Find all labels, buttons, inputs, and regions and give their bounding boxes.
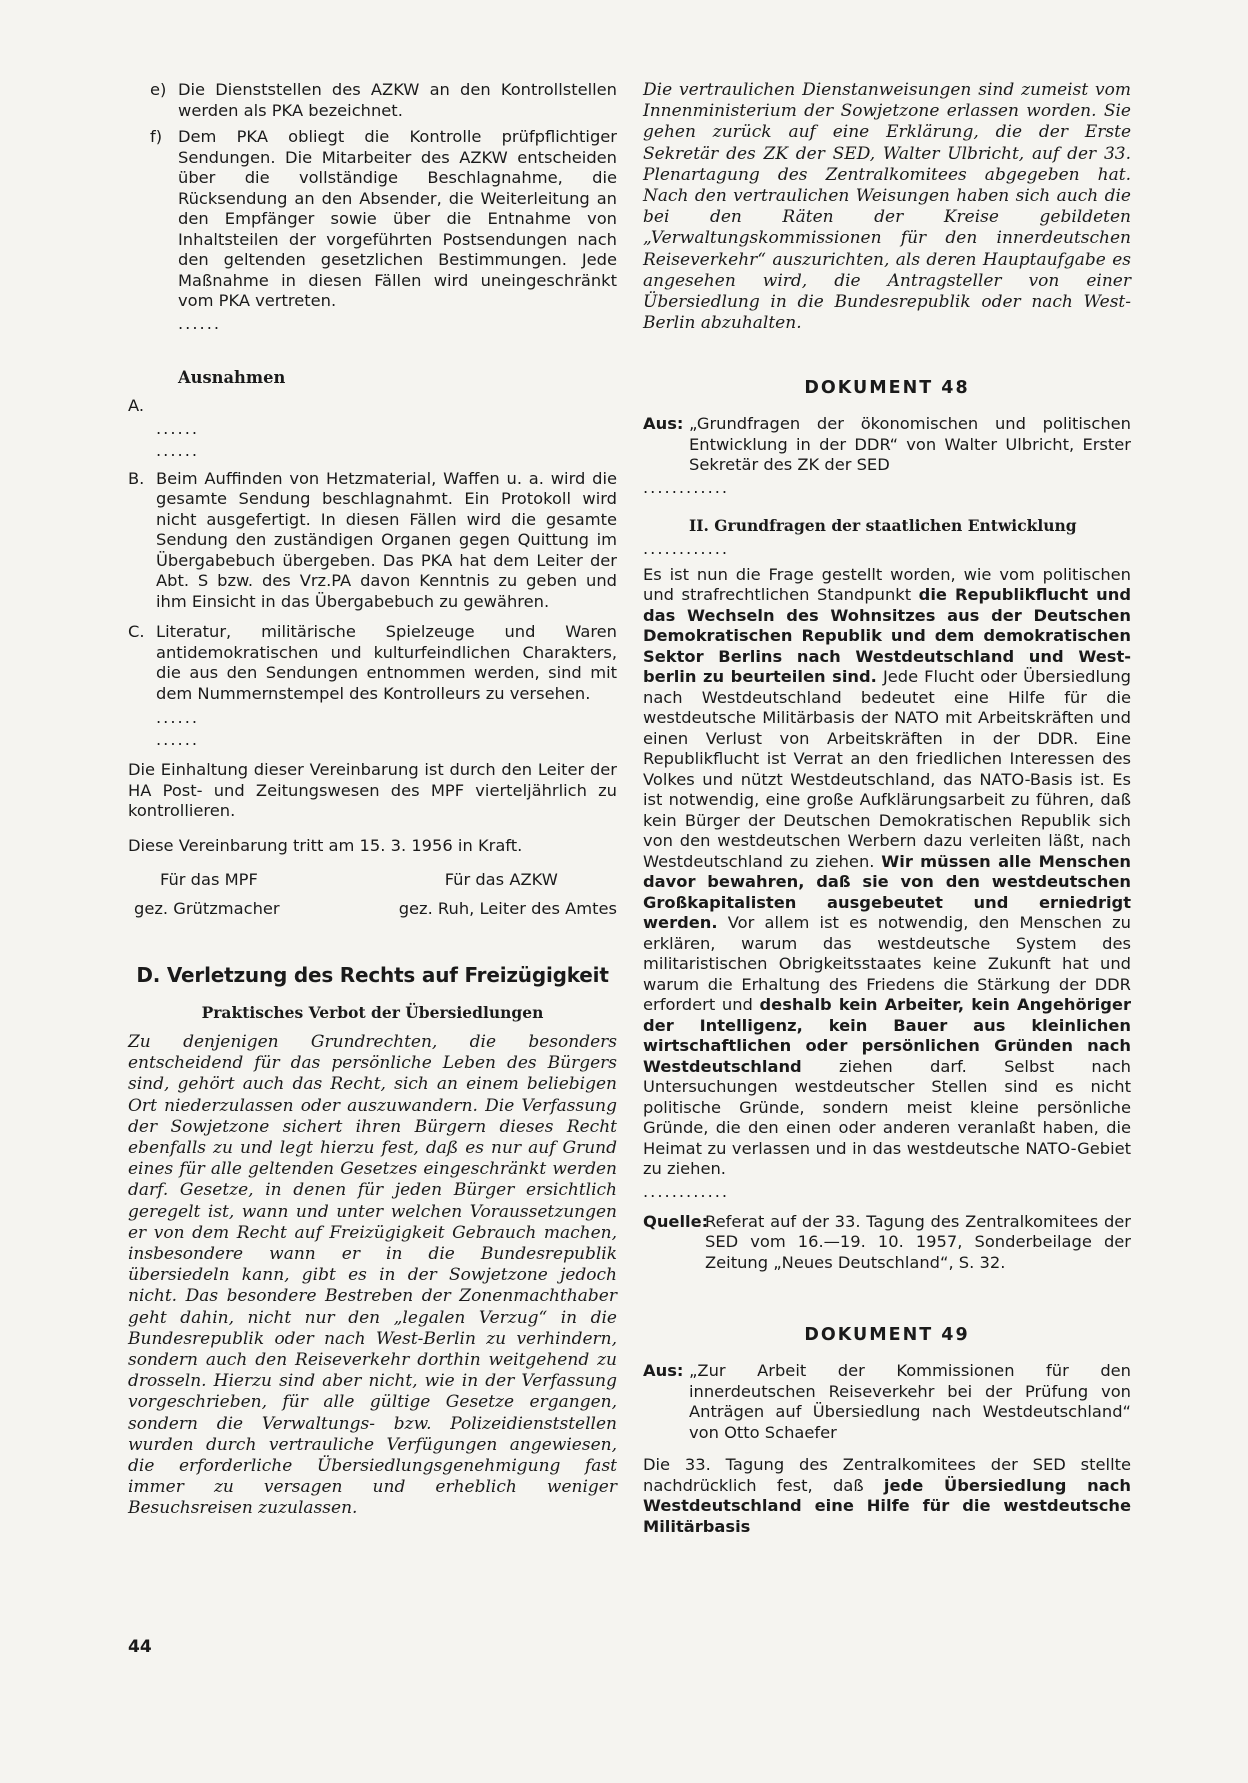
page-number: 44 <box>128 1637 152 1657</box>
signature-block <box>128 870 617 919</box>
signature-mpf-name: gez. Grützmacher <box>134 898 280 918</box>
item-f-text: Dem PKA obliegt die Kontrolle prüfpflichtiger Sendungen. Die Mitarbeiter des AZKW entscheiden über die vollständige Beschlagnahme, die Rücksendung an den Absender, die Weiterleitung an den Empfänger sowie über die Entnahme von Inhaltsteilen der vorgeführten Postsendungen nach den geltenden gesetzlichen Bestimmungen. Jede Maßnahme in diesen Fällen wird uneingeschränkt vom PKA vertreten. <box>178 127 617 310</box>
text-run: Die 33. Tagung des Zentralkomitees der SED stellte nachdrücklich fest, daß <box>643 1455 1131 1495</box>
item-e <box>150 80 617 121</box>
item-b <box>128 469 617 613</box>
einhaltung-paragraph: Die Einhaltung dieser Vereinbarung ist durch den Leiter der HA Post- und Zeitungswesen des MPF vierteljährlich zu kontrollieren. <box>128 760 617 820</box>
ellipsis-dots: ...... <box>156 440 200 460</box>
item-e-label: e) <box>150 80 167 99</box>
bold-text-run: jede Übersiedlung nach Westdeutschland eine Hilfe für die westdeutsche Militärbasis <box>643 1475 1132 1536</box>
section-d-subtitle: Praktisches Verbot der Übersiedlungen <box>201 1003 544 1022</box>
ellipsis-dots: ............ <box>643 1181 730 1201</box>
document-48-body <box>643 565 1131 1180</box>
document-49-body <box>643 1455 1131 1537</box>
signature-azkw-title: Für das AZKW <box>444 870 558 889</box>
item-f-label: f) <box>150 127 163 146</box>
intro-italic-paragraph: Die vertraulichen Dienstanweisungen sind zumeist vom Innenministerium der Sowjetzone erlassen worden. Sie gehen zurück auf eine Erklärung, die der Erste Sekretär des ZK der SED, Walter Ulbricht, auf der 33. Plenartagung des Zentralkomitees abgegeben hat. Nach den vertraulichen Weisungen haben sich auch die bei den Räten der Kreise gebildeten „Verwaltungskommissionen für den innerdeutschen Reiseverkehr“ auszurichten, als deren Hauptaufgabe es angesehen wird, die Antragsteller von einer Übersiedlung in die Bundesrepublik oder nach West-Berlin abzuhalten. <box>643 80 1131 334</box>
left-column <box>128 80 617 1520</box>
inkrafttreten-paragraph: Diese Vereinbarung tritt am 15. 3. 1956 in Kraft. <box>128 835 523 855</box>
ellipsis-dots: ............ <box>643 477 730 497</box>
ellipsis-dots: ...... <box>156 708 200 727</box>
text-run: Jede Flucht oder Übersiedlung nach Westdeutschland bedeutet eine Hilfe für die westdeutsche Militärbasis der NATO mit Arbeitskräften und einen Verlust von Arbeitskräften in der DDR. Eine Republikflucht ist Verrat an den friedlichen Interessen des Volkes und nützt Westdeutschland, das NATO-Basis ist. Es ist notwendig, eine große Aufklärungsarbeit zu führen, daß kein Bürger der Deutschen Demokratischen Republik sich von den westdeutschen Werbern dazu verleiten läßt, nach Westdeutschland zu ziehen. <box>643 667 1131 871</box>
document-48-quelle-label: Quelle: <box>643 1211 709 1231</box>
document-48-title: DOKUMENT 48 <box>804 378 970 399</box>
item-a-label: A. <box>128 396 145 415</box>
signature-azkw <box>399 870 617 919</box>
item-f <box>150 127 617 312</box>
document-49-source <box>643 1361 1131 1443</box>
document-48-aus-label: Aus: <box>643 414 684 434</box>
document-48-aus-text: „Grundfragen der ökonomischen und politischen Entwicklung in der DDR“ von Walter Ulbricht, Erster Sekretär des ZK der SED <box>689 414 1131 475</box>
bold-text-run: Wir müssen alle Menschen davor bewahren, daß sie von den westdeutschen Großkapitalisten ausgebeutet und erniedrigt werden. <box>643 851 1131 933</box>
ellipsis-dots: ...... <box>156 730 200 749</box>
section-d-title: D. Verletzung des Rechts auf Freizügigkeit <box>136 963 609 987</box>
text-run: Es ist nun die Frage gestellt worden, wie vom politischen und strafrechtlichen Standpunkt <box>643 564 1131 605</box>
document-48-source <box>643 414 1131 476</box>
bold-text-run: deshalb kein Arbeiter, kein Angehöriger der Intelligenz, kein Bauer aus kleinlichen wirtschaftlichen oder persönlichen Gründen nach Westdeutschland <box>643 995 1131 1076</box>
document-49-aus-label: Aus: <box>643 1361 684 1381</box>
signature-mpf <box>134 870 280 919</box>
document-48-quelle-text: Referat auf der 33. Tagung des Zentralkomitees der SED vom 16.—19. 10. 1957, Sonderbeilage der Zeitung „Neues Deutschland“, S. 32. <box>705 1211 1131 1272</box>
signature-azkw-name: gez. Ruh, Leiter des Amtes <box>398 898 617 918</box>
item-b-label: B. <box>128 468 145 488</box>
text-run: Vor allem ist es notwendig, den Menschen zu erklären, warum das westdeutsche System des militaristischen Obrigkeitsstaates keine Zukunft hat und warum die Erhaltung des Friedens die Stärkung der DDR erfordert und <box>643 913 1131 1015</box>
document-49-title: DOKUMENT 49 <box>804 1325 970 1346</box>
item-e-text: Die Dienststellen des AZKW an den Kontrollstellen werden als PKA bezeichnet. <box>178 80 617 120</box>
item-b-text: Beim Auffinden von Hetzmaterial, Waffen u. a. wird die gesamte Sendung beschlagnahmt. Ein Protokoll wird nicht ausgefertigt. In diesen Fällen wird die gesamte Sendung den zuständigen Organen gegen Quittung im Übergabebuch übergeben. Das PKA hat dem Leiter der Abt. S bzw. des Vrz.PA davon Kenntnis zu geben und ihm Einsicht in das Übergabebuch zu gewähren. <box>156 468 617 611</box>
document-48-subtitle: II. Grundfragen der staatlichen Entwicklung <box>689 515 1077 535</box>
section-d-text: Zu denjenigen Grundrechten, die besonders entscheidend für das persönliche Leben des Bürgers sind, gehört auch das Recht, sich an einem beliebigen Ort niederzulassen oder auszuwandern. Die Verfassung der Sowjetzone sichert ihren Bürgern dieses Recht ebenfalls zu und legt hierzu fest, daß es nur auf Grund eines für alle geltenden Gesetzes eingeschränkt werden darf. Gesetze, in denen für jeden Bürger ersichtlich geregelt ist, wann und unter welchen Voraussetzungen er von dem Recht auf Freizügigkeit Gebrauch machen, insbesondere wann er in die Bundesrepublik übersiedeln kann, gibt es in der Sowjetzone jedoch nicht. Das besondere Bestreben der Zonenmachthaber geht dahin, nicht nur den „legalen Verzug“ in die Bundesrepublik oder nach West-Berlin zu verhindern, sondern auch den Reiseverkehr dorthin weitgehend zu drosseln. Hierzu sind aber nicht, wie in der Verfassung vorgeschrieben, für alle gültige Gesetze ergangen, sondern die Verwaltungs- bzw. Polizeidienststellen wurden durch vertrauliche Verfügungen angewiesen, die erforderliche Übersiedlungsgenehmigung fast immer zu versagen und erheblich weniger Besuchsreisen zuzulassen. <box>128 1032 617 1519</box>
right-column <box>643 80 1131 1537</box>
signature-mpf-title: Für das MPF <box>160 870 258 889</box>
ellipsis-dots: ...... <box>156 418 200 438</box>
document-48-quelle <box>643 1212 1131 1274</box>
bold-text-run: die Republikflucht und das Wechseln des Wohnsitzes aus der Deutschen Demokratischen Republik und dem demokratischen Sektor Berlins nach Westdeutschland und West-berlin zu beurteilen sind. <box>643 585 1132 687</box>
item-c <box>128 622 617 704</box>
ellipsis-dots: ............ <box>643 538 730 558</box>
ausnahmen-heading: Ausnahmen <box>178 367 286 387</box>
item-c-text: Literatur, militärische Spielzeuge und Waren antidemokratischen und kulturfeindlichen Charakters, die aus den Sendungen entnommen werden, sind mit dem Nummernstempel des Kontrolleurs zu versehen. <box>156 622 617 703</box>
ellipsis-dots: ...... <box>178 313 222 333</box>
item-c-label: C. <box>128 622 145 641</box>
text-run: ziehen darf. Selbst nach Untersuchungen westdeutscher Stellen sind es nicht politische Gründe, sondern meist kleine persönliche Gründe, die den einen oder anderen veranlaßt haben, die Heimat zu verlassen und in das westdeutsche NATO-Gebiet zu ziehen. <box>643 1056 1131 1179</box>
document-49-aus-text: „Zur Arbeit der Kommissionen für den innerdeutschen Reiseverkehr bei der Prüfung von Anträgen auf Übersiedlung nach Westdeutschland“ von Otto Schaefer <box>689 1361 1131 1442</box>
